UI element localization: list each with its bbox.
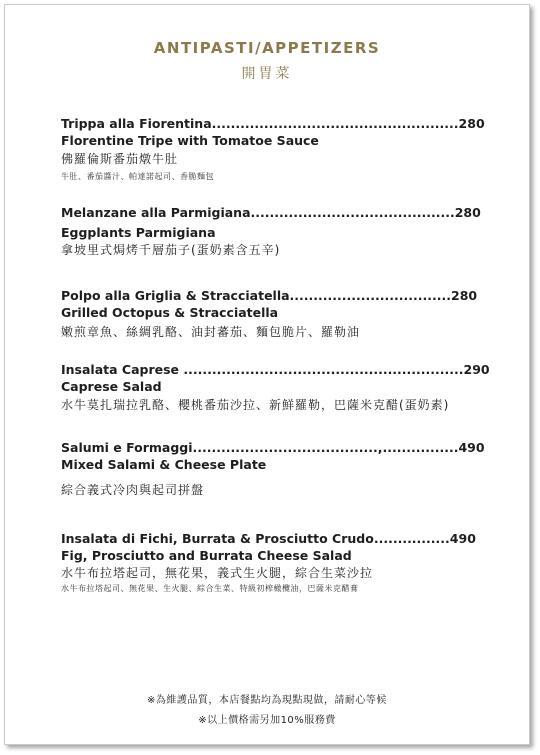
menu-item bbox=[61, 361, 490, 414]
menu-item-chinese-name: 綜合義式冷肉與起司拼盤 bbox=[61, 483, 205, 497]
footer-note-quality: ※為維護品質，本店餐點均為現點現做，請耐心等候 bbox=[147, 695, 387, 706]
menu-item-italian-name: Polpo alla Griglia & Stracciatella..................................280 bbox=[61, 288, 478, 303]
menu-item-italian-name: Trippa alla Fiorentina....................................................280 bbox=[61, 116, 485, 131]
footer-note-service-charge: ※以上價格需另加10%服務費 bbox=[198, 715, 336, 726]
menu-item bbox=[61, 287, 481, 341]
menu-item-english-name: Caprese Salad bbox=[61, 379, 162, 394]
menu-item bbox=[61, 530, 481, 595]
menu-item bbox=[61, 115, 485, 183]
menu-item-ingredients: 水牛布拉塔起司、無花果、生火腿、綜合生菜、特級初榨橄欖油，巴薩米克醋膏 bbox=[61, 584, 359, 593]
menu-item-english-name: Eggplants Parmigiana bbox=[61, 225, 216, 240]
menu-item-chinese-name: 拿坡里式焗烤千層茄子(蛋奶素含五辛) bbox=[61, 243, 281, 257]
menu-item-english-name: Fig, Prosciutto and Burrata Cheese Salad bbox=[61, 548, 352, 563]
menu-item-chinese-name: 水牛莫扎瑞拉乳酪、櫻桃番茄沙拉、新鮮羅勒，巴薩米克醋(蛋奶素) bbox=[61, 398, 450, 412]
menu-item-english-name: Florentine Tripe with Tomatoe Sauce bbox=[61, 133, 319, 148]
menu-item-chinese-name: 佛羅倫斯番茄燉牛肚 bbox=[61, 152, 179, 166]
menu-item-italian-name: Melanzane alla Parmigiana...........................................280 bbox=[61, 205, 481, 220]
menu-item-ingredients: 牛肚、番茄醬汁、帕達諾起司、香脆麵包 bbox=[61, 172, 214, 181]
menu-item-italian-name: Insalata Caprese ...........................................................290 bbox=[61, 362, 490, 377]
menu-item-english-name: Mixed Salami & Cheese Plate bbox=[61, 457, 267, 472]
menu-item-italian-name: Insalata di Fichi, Burrata & Prosciutto Crudo................490 bbox=[61, 531, 476, 546]
page-title: ANTIPASTI/APPETIZERS bbox=[153, 39, 381, 57]
menu-item-english-name: Grilled Octopus & Stracciatella bbox=[61, 305, 279, 320]
menu-page bbox=[4, 4, 530, 745]
menu-item-italian-name: Salumi e Formaggi.......................................,................490 bbox=[61, 440, 485, 455]
menu-item bbox=[61, 204, 481, 259]
menu-item-chinese-name: 水牛布拉塔起司，無花果，義式生火腿，綜合生菜沙拉 bbox=[61, 566, 374, 580]
menu-item bbox=[61, 439, 485, 499]
page-subtitle: 開胃菜 bbox=[241, 66, 293, 82]
menu-item-chinese-name: 嫩煎章魚、絲綢乳酪、油封蕃茄、麵包脆片、羅勒油 bbox=[61, 325, 361, 339]
